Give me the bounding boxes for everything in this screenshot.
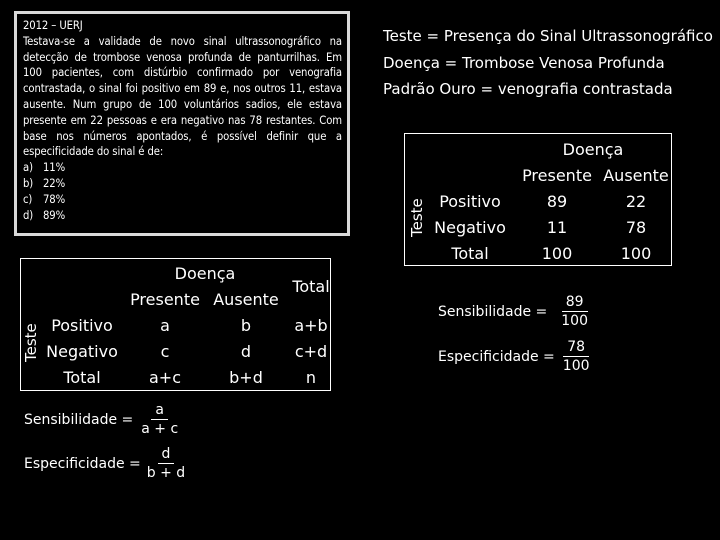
generic-table-cell-c1: c: [160, 341, 170, 361]
generic-sensitivity-denominator: a + c: [141, 421, 179, 437]
generic-table-cell-label: Negativo: [46, 341, 118, 361]
example-table-cell-c1: 100: [541, 243, 573, 263]
definition-test: Teste = Presença do Sinal Ultrassonográfico: [383, 27, 713, 45]
answer-option-text: 11%: [43, 161, 66, 175]
example-table-header: Doença: [562, 139, 624, 159]
answer-option-letter: a): [23, 161, 33, 175]
question-box: [14, 11, 350, 236]
answer-option: [23, 176, 342, 192]
example-table-side-label: Teste: [408, 198, 426, 237]
question-text: Testava-se a validade de novo sinal ultrassonográfico na detecção de trombose venosa profunda de panturrilhas. Em 100 pacientes, com distúrbio confirmado por venografia contrastada, o sinal foi positivo em 89 e, nos outros 11, estava ausente. Num grupo de 100 voluntários sadios, ele estava presente em 22 pessoas e era negativo nas 78 restantes. Com base nos números apontados, é possível definir que a especificidade do sinal é de:: [23, 34, 342, 159]
answer-option-letter: b): [23, 176, 34, 190]
generic-specificity-numerator: d: [158, 446, 175, 464]
generic-table-total-header: Total: [292, 276, 330, 296]
generic-sensitivity-numerator: a: [151, 402, 168, 420]
generic-table-row: [40, 364, 336, 390]
example-table-cell-label: Positivo: [439, 191, 501, 211]
generic-specificity-denominator: b + d: [146, 465, 186, 481]
generic-table-cell-c3: n: [305, 367, 317, 387]
definition-gold-standard: Padrão Ouro = venografia contrastada: [383, 80, 673, 98]
example-table-cell-label: Total: [451, 243, 489, 263]
answer-option-letter: c): [23, 192, 33, 206]
generic-col-present: Presente: [130, 289, 200, 309]
generic-table-cell-c3: c+d: [294, 341, 328, 361]
example-table-cell-c1: 11: [546, 217, 568, 237]
generic-specificity-label: Especificidade =: [24, 455, 141, 472]
example-sensitivity-denominator: 100: [561, 313, 588, 329]
generic-specificity-formula: [24, 446, 185, 481]
generic-table-side-label: Teste: [22, 323, 40, 362]
generic-table-cell-c1: a: [160, 315, 170, 335]
generic-table-cell-c3: a+b: [294, 315, 328, 335]
definition-disease: Doença = Trombose Venosa Profunda: [383, 54, 665, 72]
example-table-row: [426, 188, 672, 214]
generic-table-cell-c2: b: [240, 315, 252, 335]
example-table-cell-c2: 22: [625, 191, 647, 211]
generic-table-cell-label: Positivo: [51, 315, 113, 335]
generic-table-row: [40, 312, 336, 338]
answer-option: [23, 192, 342, 208]
generic-table-cell-c1: a+c: [148, 367, 181, 387]
generic-table: [40, 260, 336, 390]
answer-option-text: 89%: [43, 208, 66, 222]
example-table: [426, 136, 672, 266]
generic-table-row: [40, 338, 336, 364]
example-table-cell-label: Negativo: [434, 217, 506, 237]
generic-table-cell-c2: d: [240, 341, 252, 361]
example-specificity-formula: [438, 339, 590, 374]
example-sensitivity-formula: [438, 294, 588, 329]
example-table-row: [426, 214, 672, 240]
example-specificity-denominator: 100: [562, 358, 590, 374]
answer-option-text: 22%: [43, 176, 66, 190]
generic-table-header: Doença: [174, 263, 236, 283]
example-col-absent: Ausente: [603, 165, 669, 185]
example-specificity-label: Especificidade =: [438, 348, 555, 365]
definitions: [383, 23, 713, 77]
example-table-cell-c1: 89: [546, 191, 568, 211]
generic-table-cell-c2: b+d: [229, 367, 263, 387]
example-table-cell-c2: 100: [620, 243, 652, 263]
example-table-row: [426, 240, 672, 266]
question-title: 2012 – UERJ: [23, 19, 83, 32]
answer-option: [23, 160, 342, 176]
answer-option-letter: d): [23, 208, 34, 222]
generic-sensitivity-label: Sensibilidade =: [24, 411, 134, 428]
generic-sensitivity-formula: [24, 402, 178, 437]
answer-options: [23, 160, 342, 223]
example-sensitivity-numerator: 89: [562, 294, 588, 312]
generic-col-absent: Ausente: [213, 289, 279, 309]
example-table-cell-c2: 78: [625, 217, 647, 237]
answer-option-text: 78%: [43, 192, 66, 206]
generic-table-cell-label: Total: [63, 367, 101, 387]
example-sensitivity-label: Sensibilidade =: [438, 303, 548, 320]
example-specificity-numerator: 78: [563, 339, 589, 357]
example-col-present: Presente: [522, 165, 592, 185]
answer-option: [23, 208, 342, 224]
